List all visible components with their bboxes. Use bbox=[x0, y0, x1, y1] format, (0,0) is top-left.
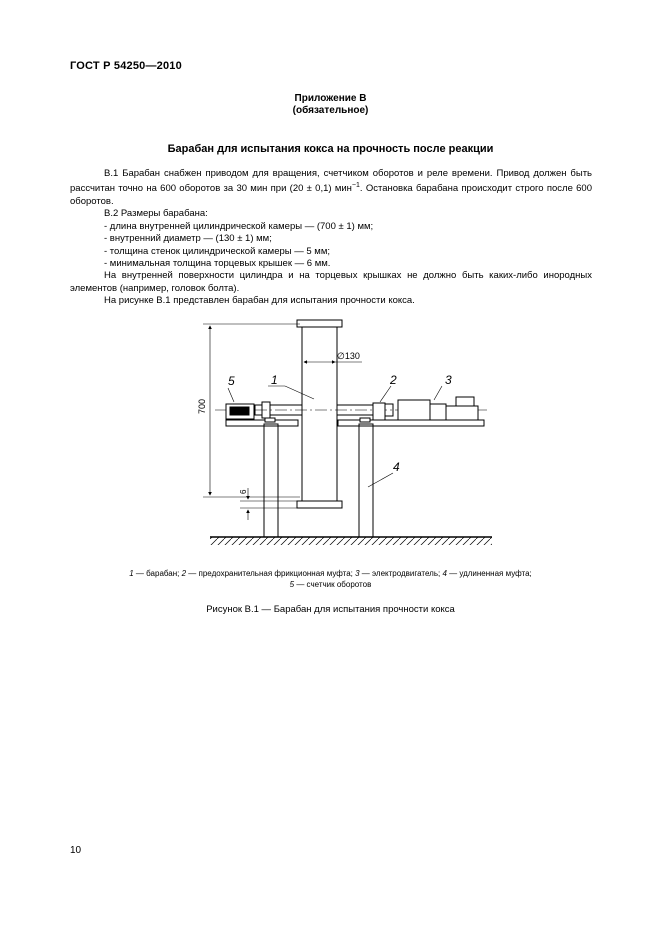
dim-item: - толщина стенок цилиндрической камеры — 5 мм; bbox=[104, 245, 330, 257]
label-2: 2 bbox=[390, 373, 397, 387]
section-title: Барабан для испытания кокса на прочность после реакции bbox=[167, 143, 494, 155]
p1-superscript: −1 bbox=[351, 182, 360, 190]
ground bbox=[210, 537, 492, 545]
figure-caption: Рисунок В.1 — Барабан для испытания прочности кокса bbox=[206, 604, 455, 615]
legend-text-4: — удлиненная муфта; bbox=[446, 569, 532, 578]
page-number: 10 bbox=[70, 845, 82, 856]
label-4: 4 bbox=[393, 460, 400, 474]
dimension-700-label: 700 bbox=[197, 398, 207, 414]
dimension-6 bbox=[240, 488, 300, 520]
legend-num-3: 3 bbox=[355, 569, 360, 578]
legend-num-4: 4 bbox=[442, 569, 447, 578]
label-1: 1 bbox=[271, 373, 278, 387]
legend-line-1 bbox=[0, 568, 661, 579]
legend-text-1: — барабан; bbox=[133, 569, 182, 578]
friction-coupling bbox=[373, 403, 385, 420]
dim-item: - внутренний диаметр — (130 ± 1) мм; bbox=[104, 233, 272, 245]
legend-num-1: 1 bbox=[129, 569, 134, 578]
dimension-6-label: 6 bbox=[239, 489, 248, 494]
label-5: 5 bbox=[228, 374, 235, 388]
paragraph-b2: В.2 Размеры барабана: bbox=[104, 208, 208, 220]
appendix-name: Приложение В bbox=[294, 93, 367, 104]
drum-cylinder bbox=[297, 320, 342, 508]
paragraph-p3: На внутренней поверхности цилиндра и на торцевых крышках не должно быть каких-либо инородных элементов (например, головок болта). bbox=[70, 270, 592, 294]
legend-text-3: — электродвигатель; bbox=[359, 569, 443, 578]
appendix-status: (обязательное) bbox=[292, 105, 369, 116]
legend-num-5: 5 bbox=[289, 580, 295, 589]
electric-motor bbox=[398, 397, 478, 420]
figure-legend bbox=[0, 568, 661, 590]
dimension-diameter-label: ∅130 bbox=[337, 351, 360, 361]
document-header: ГОСТ Р 54250—2010 bbox=[70, 60, 182, 72]
position-labels bbox=[228, 373, 452, 474]
legend-text-2: — предохранительная фрикционная муфта; bbox=[186, 569, 356, 578]
p1-text-a: В.1 Барабан снабжен приводом для вращения, счетчиком оборотов и реле времени. Привод должен быть рассчитан точно на 600 оборотов за 30 мин при (20 ± 0,1) мин bbox=[70, 168, 592, 195]
revolution-counter bbox=[226, 404, 254, 419]
legend-text-5: — счетчик оборотов bbox=[294, 580, 372, 589]
dim-item: - длина внутренней цилиндрической камеры — (700 ± 1) мм; bbox=[104, 220, 374, 232]
dim-item: - минимальная толщина торцевых крышек — 6 мм. bbox=[104, 258, 331, 269]
legend-line-2 bbox=[0, 579, 661, 590]
p1-text-b: . Остановка барабана происходит строго после 600 оборотов. bbox=[70, 183, 592, 207]
paragraph-p4: На рисунке В.1 представлен барабан для испытания прочности кокса. bbox=[104, 295, 415, 307]
legend-num-2: 2 bbox=[181, 569, 187, 578]
label-3: 3 bbox=[445, 373, 452, 387]
